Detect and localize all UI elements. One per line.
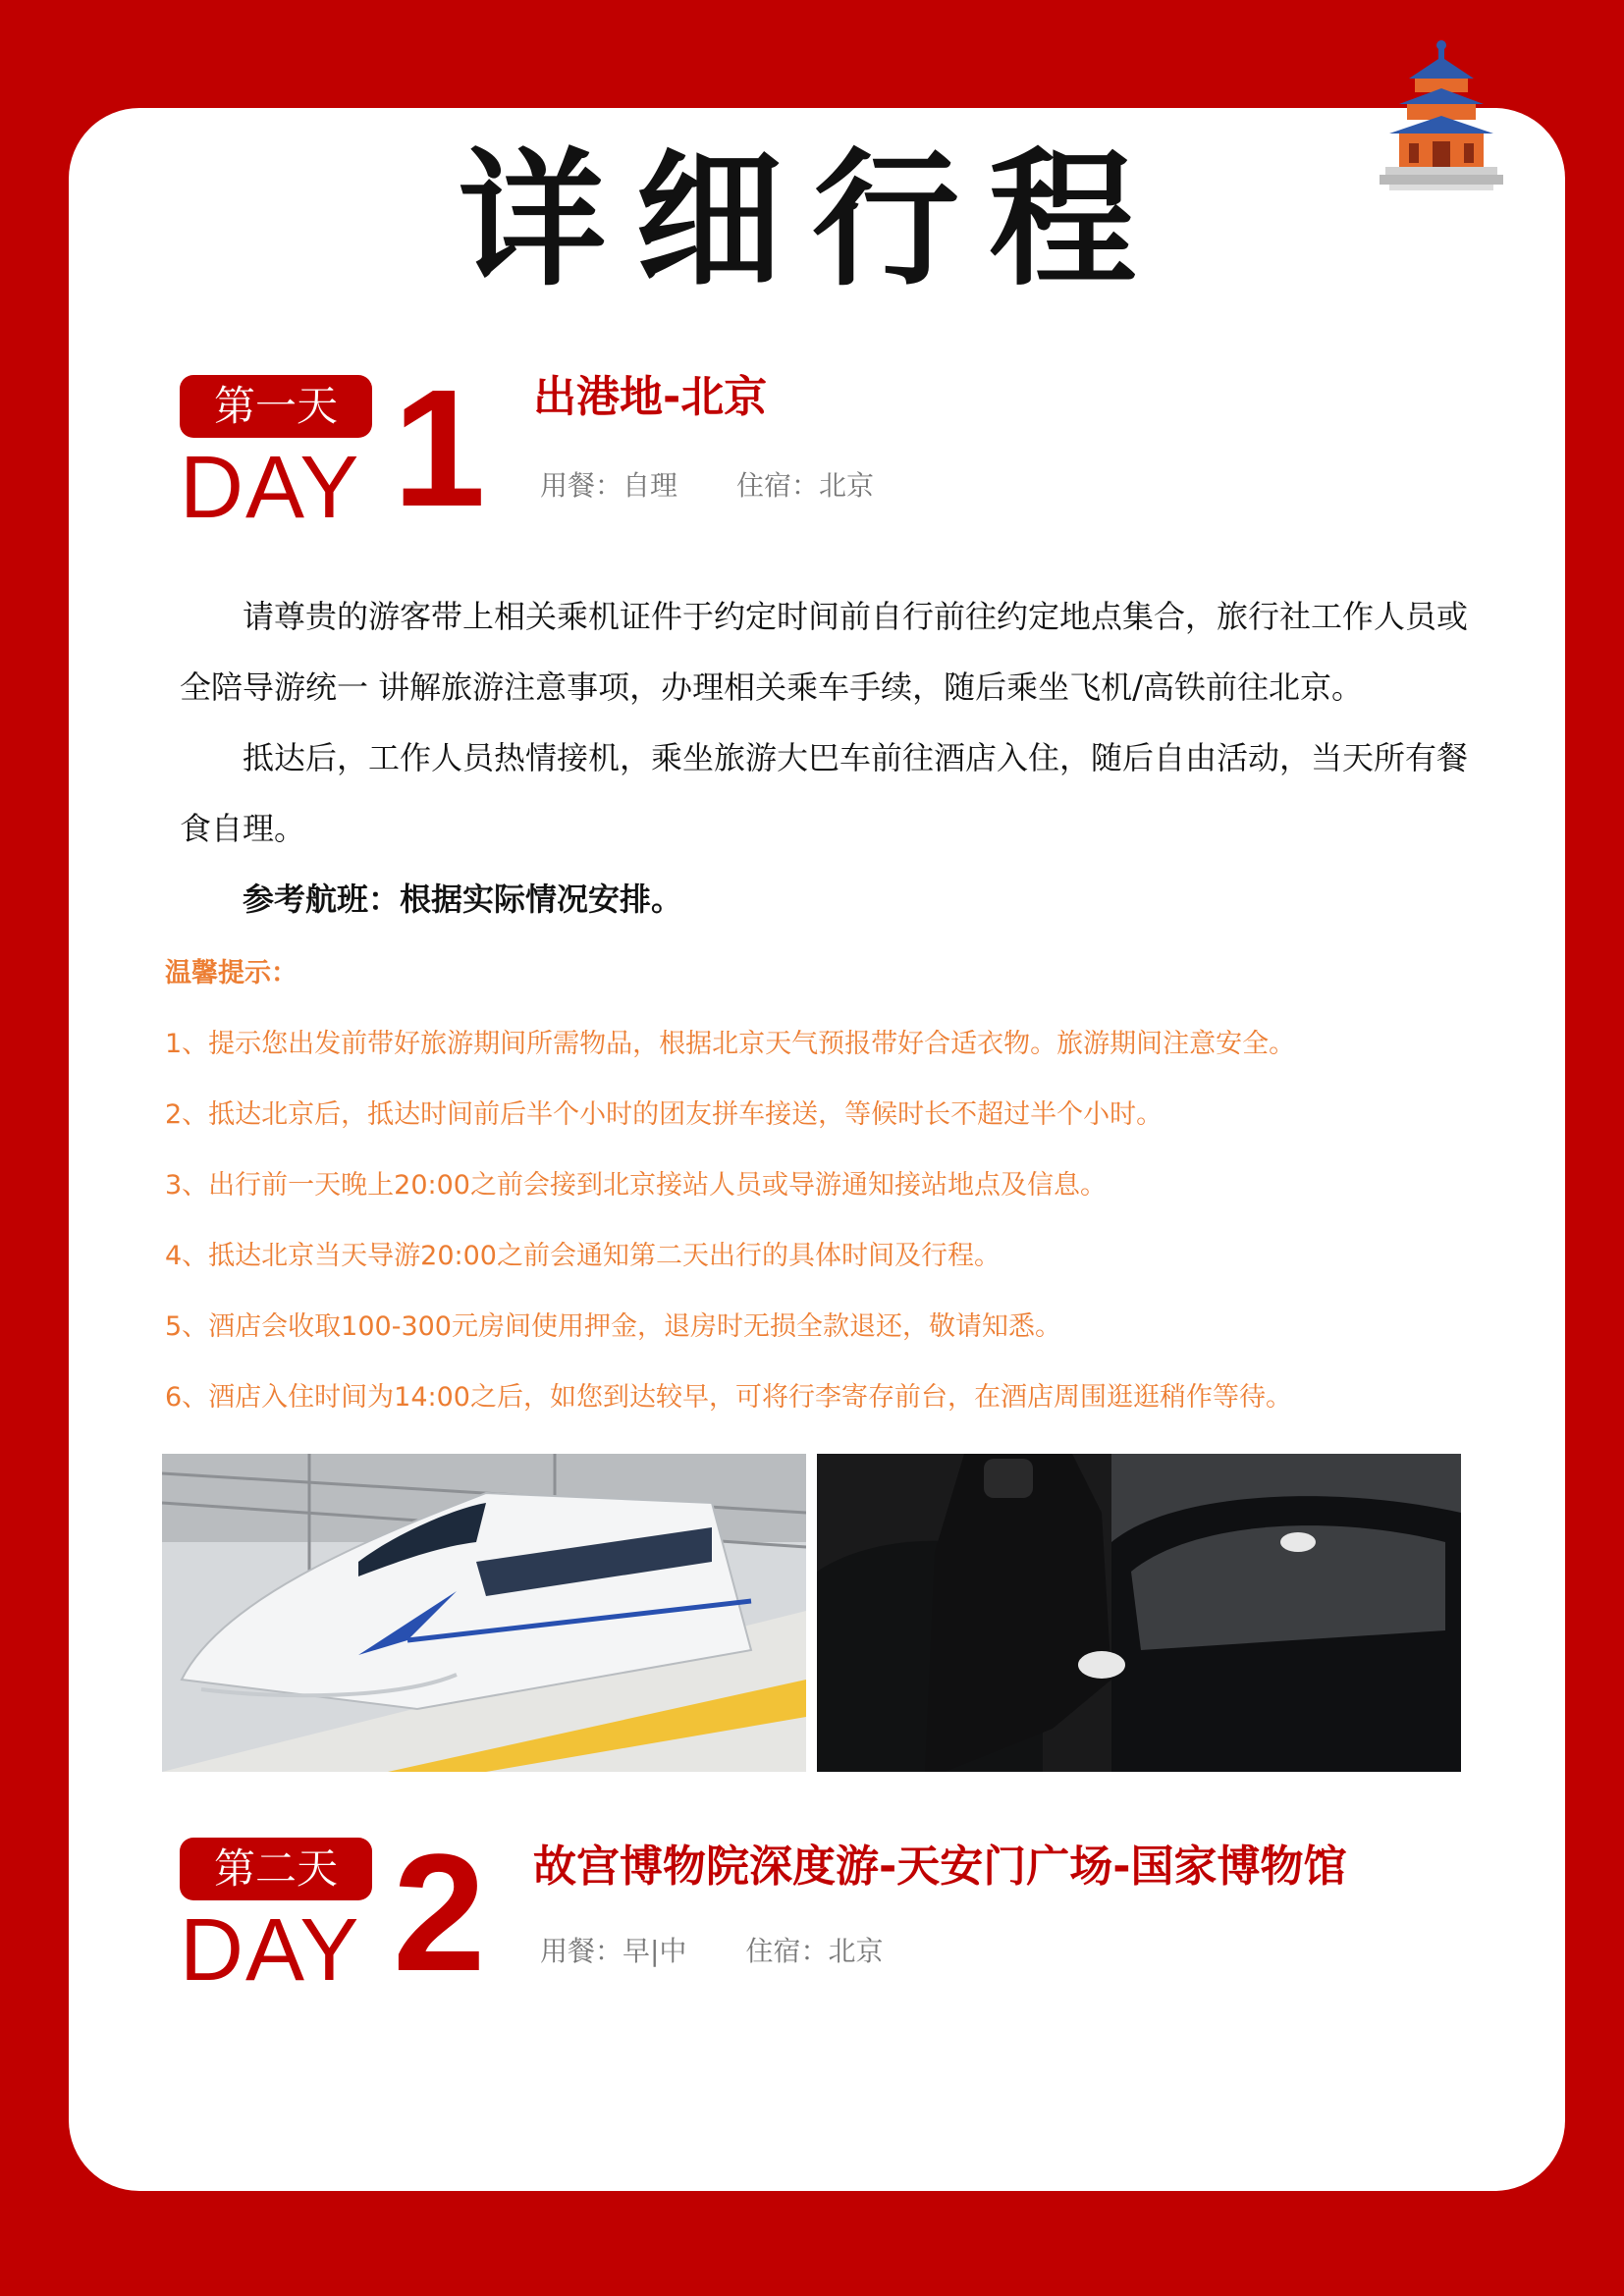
day-label: DAY bbox=[180, 1901, 361, 2000]
tip-item: 6、酒店入住时间为14:00之后，如您到达较早，可将行李寄存前台，在酒店周围逛逛稍作等待。 bbox=[165, 1382, 1292, 1413]
day-number: 2 bbox=[393, 1820, 486, 2006]
flight-note: 参考航班：根据实际情况安排。 bbox=[243, 881, 683, 918]
lodging-info: 住宿：北京 bbox=[745, 1935, 884, 1967]
day-title: 出港地-北京 bbox=[533, 372, 768, 422]
tips-section bbox=[165, 950, 1510, 1445]
tip-item: 4、抵达北京当天导游20:00之前会通知第二天出行的具体时间及行程。 bbox=[165, 1241, 1001, 1271]
day-badge: 第一天 bbox=[180, 375, 372, 438]
tip-item: 1、提示您出发前带好旅游期间所需物品，根据北京天气预报带好合适衣物。旅游期间注意安全。 bbox=[165, 1029, 1296, 1059]
paragraph: 抵达后，工作人员热情接机，乘坐旅游大巴车前往酒店入住，随后自由活动，当天所有餐食自理。 bbox=[180, 739, 1469, 847]
day-description bbox=[180, 581, 1490, 934]
paragraph: 请尊贵的游客带上相关乘机证件于约定时间前自行前往约定地点集合，旅行社工作人员或全陪导游统一 讲解旅游注意事项，办理相关乘车手续，随后乘坐飞机/高铁前往北京。 bbox=[180, 598, 1469, 706]
day-label: DAY bbox=[180, 439, 361, 537]
day-title: 故宫博物院深度游-天安门广场-国家博物馆 bbox=[533, 1842, 1347, 1892]
tip-item: 5、酒店会收取100-300元房间使用押金，退房时无损全款退还，敬请知悉。 bbox=[165, 1311, 1061, 1342]
tip-item: 3、出行前一天晚上20:00之前会接到北京接站人员或导游通知接站地点及信息。 bbox=[165, 1170, 1107, 1201]
meals-info: 用餐：自理 bbox=[540, 469, 678, 502]
day-badge: 第二天 bbox=[180, 1838, 372, 1900]
page-title: 详细行程 bbox=[458, 135, 1165, 306]
photo-high-speed-train bbox=[162, 1454, 806, 1772]
day-meta bbox=[540, 469, 875, 502]
day-meta bbox=[540, 1935, 884, 1967]
day-number: 1 bbox=[393, 355, 486, 542]
tip-item: 2、抵达北京后，抵达时间前后半个小时的团友拼车接送，等候时长不超过半个小时。 bbox=[165, 1099, 1164, 1130]
photo-driver-opening-car-door bbox=[817, 1454, 1461, 1772]
lodging-info: 住宿：北京 bbox=[736, 469, 875, 502]
tips-label: 温馨提示： bbox=[165, 958, 298, 988]
meals-info: 用餐：早|中 bbox=[540, 1935, 687, 1967]
